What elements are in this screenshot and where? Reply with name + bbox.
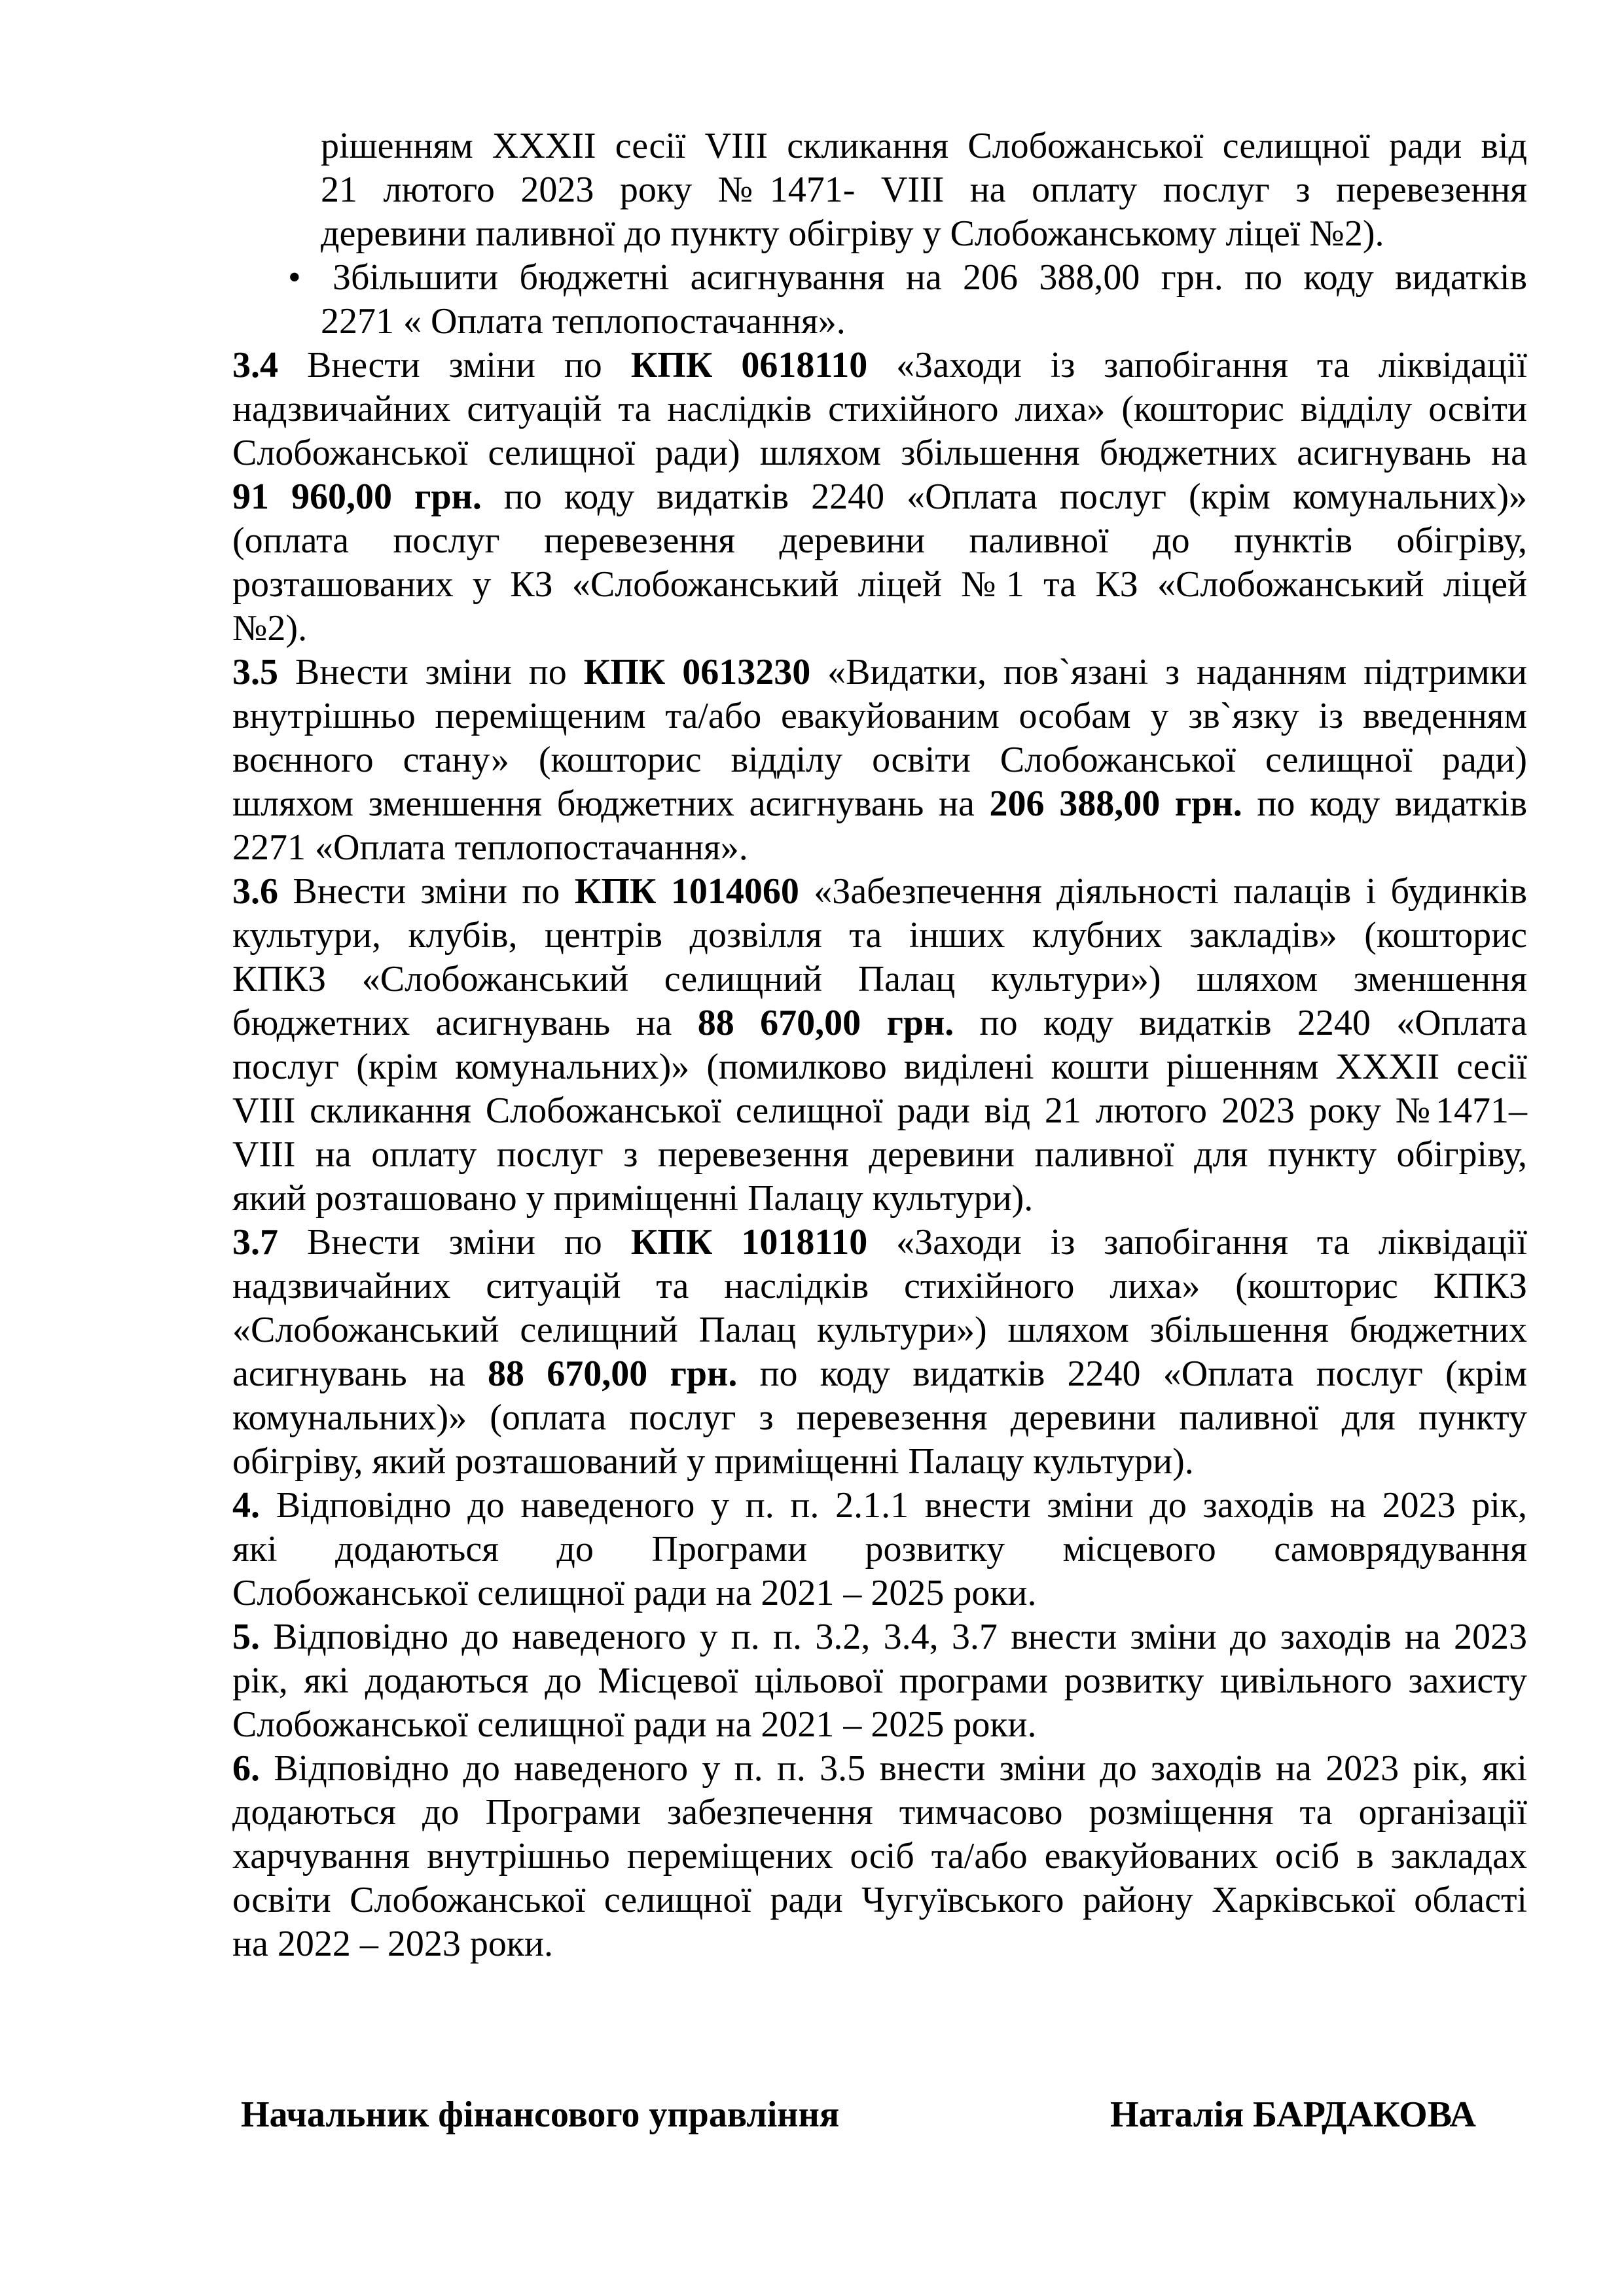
text-run: шляхом зменшення бюджетних асигнувань на <box>232 783 990 824</box>
text-line <box>232 870 1527 914</box>
text-line <box>232 782 1527 826</box>
text-line <box>232 1045 1527 1089</box>
paragraph-5 <box>232 1615 1527 1747</box>
text-line <box>232 1352 1527 1396</box>
text-run: який розташовано у приміщенні Палацу культури). <box>232 1178 1034 1219</box>
text-run: Внести зміни по <box>278 871 575 912</box>
bold-text-run: 6. <box>232 1748 260 1789</box>
text-line <box>232 1659 1527 1703</box>
text-line <box>232 212 1527 256</box>
text-run: рішенням XXXII сесії VIII скликання Слобожанської селищної ради від <box>321 126 1527 166</box>
text-run: внутрішньо переміщеним та/або евакуйованим особам у зв`язку із введенням <box>232 696 1527 736</box>
text-line <box>232 1177 1527 1221</box>
text-line <box>232 1528 1527 1571</box>
text-run: Відповідно до наведеного у п. п. 2.1.1 внести зміни до заходів на 2023 рік, <box>260 1485 1527 1526</box>
text-run: Внести зміни по <box>278 652 584 692</box>
text-line <box>232 1922 1527 1966</box>
bold-text-run: 3.6 <box>232 871 278 912</box>
text-run: Відповідно до наведеного у п. п. 3.5 внести зміни до заходів на 2023 рік, які <box>260 1748 1527 1789</box>
text-run: 2271 «Оплата теплопостачання». <box>232 827 748 868</box>
text-line <box>232 124 1527 168</box>
text-line <box>232 1791 1527 1835</box>
text-run: КПКЗ «Слобожанський селищний Палац культури») шляхом зменшення <box>232 959 1527 999</box>
text-line <box>232 1001 1527 1045</box>
paragraph-3-7 <box>232 1221 1527 1484</box>
paragraph-6 <box>232 1747 1527 1966</box>
text-run: деревини паливної до пункту обігріву у Слобожанському ліцеї №2). <box>321 213 1384 254</box>
text-line <box>232 1703 1527 1747</box>
text-run: «Заходи із запобігання та ліквідації <box>867 1222 1527 1263</box>
text-run: «Заходи із запобігання та ліквідації <box>867 345 1527 386</box>
text-run: бюджетних асигнувань на <box>232 1003 698 1043</box>
text-run: 2271 « Оплата теплопостачання». <box>321 301 846 342</box>
text-run: культури, клубів, центрів дозвілля та інших клубних закладів» (кошторис <box>232 915 1527 956</box>
text-run: рік, які додаються до Місцевої цільової програми розвитку цивільного захисту <box>232 1660 1527 1701</box>
text-run: VIII на оплату послуг з перевезення деревини паливної для пункту обігріву, <box>232 1134 1527 1175</box>
text-line <box>232 1440 1527 1484</box>
text-line <box>232 826 1527 870</box>
paragraph-3-4 <box>232 344 1527 651</box>
text-run: VIII скликання Слобожанської селищної ради від 21 лютого 2023 року №1471– <box>232 1090 1527 1131</box>
text-run: «Забезпечення діяльності палаців і будинків <box>799 871 1527 912</box>
text-line <box>232 519 1527 563</box>
text-line <box>232 1484 1527 1528</box>
bold-text-run: 88 670,00 грн. <box>488 1354 738 1394</box>
text-run: додаються до Програми забезпечення тимчасово розміщення та організації <box>232 1792 1527 1833</box>
text-run: Слобожанської селищної ради на 2021 – 2025 роки. <box>232 1573 1037 1613</box>
text-run: харчування внутрішньо переміщених осіб та/або евакуйованих осіб в закладах <box>232 1836 1527 1876</box>
text-line <box>232 475 1527 519</box>
bold-text-run: 3.5 <box>232 652 278 692</box>
text-run: асигнувань на <box>232 1354 488 1394</box>
text-line <box>232 1089 1527 1133</box>
bold-text-run: 91 960,00 грн. <box>232 476 482 517</box>
text-run: по коду видатків <box>1242 783 1528 824</box>
bold-text-run: 3.4 <box>232 345 278 386</box>
text-line <box>232 168 1527 212</box>
text-line <box>232 1615 1527 1659</box>
text-run: №2). <box>232 608 308 649</box>
bullet-icon: • <box>288 257 301 298</box>
text-run: Внести зміни по <box>278 345 631 386</box>
text-run: 21 лютого 2023 року №1471- VIII на оплату послуг з перевезення <box>321 170 1527 210</box>
text-run: «Слобожанський селищний Палац культури») шляхом збільшення бюджетних <box>232 1310 1527 1350</box>
bold-text-run: 5. <box>232 1617 260 1657</box>
text-line <box>232 563 1527 607</box>
bold-text-run: 88 670,00 грн. <box>697 1003 954 1043</box>
text-run: комунальних)» (оплата послуг з перевезення деревини паливної для пункту <box>232 1397 1527 1438</box>
text-line <box>232 431 1527 475</box>
text-run: обігріву, який розташований у приміщенні Палацу культури). <box>232 1441 1194 1482</box>
paragraph-3-5 <box>232 651 1527 870</box>
text-line <box>232 607 1527 651</box>
text-run: Внести зміни по <box>278 1222 631 1263</box>
bold-text-run: 4. <box>232 1485 260 1526</box>
text-run: на 2022 – 2023 роки. <box>232 1924 553 1964</box>
text-line <box>232 387 1527 431</box>
text-run: освіти Слобожанської селищної ради Чугуївського району Харківської області <box>232 1880 1527 1920</box>
text-line <box>232 1747 1527 1791</box>
text-line <box>232 914 1527 958</box>
text-line <box>232 1308 1527 1352</box>
text-run: Слобожанської селищної ради) шляхом збільшення бюджетних асигнувань на <box>232 433 1527 473</box>
text-run: послуг (крім комунальних)» (помилково виділені кошти рішенням XXXII сесії <box>232 1047 1527 1087</box>
text-line <box>232 1221 1527 1265</box>
text-run: Збільшити бюджетні асигнування на 206 388,00 грн. по коду видатків <box>333 257 1527 298</box>
text-run: які додаються до Програми розвитку місцевого самоврядування <box>232 1529 1527 1570</box>
bold-text-run: 3.7 <box>232 1222 278 1263</box>
text-line <box>232 300 1527 344</box>
text-line <box>232 1265 1527 1308</box>
bold-text-run: КПК 0618110 <box>630 345 868 386</box>
text-run: (оплата послуг перевезення деревини паливної до пунктів обігріву, <box>232 520 1527 561</box>
text-run: надзвичайних ситуацій та наслідків стихійного лиха» (кошторис КПКЗ <box>232 1266 1527 1306</box>
bold-text-run: КПК 1014060 <box>574 871 799 912</box>
text-line <box>232 1878 1527 1922</box>
bold-text-run: 206 388,00 грн. <box>989 783 1242 824</box>
text-line <box>232 651 1527 694</box>
paragraph-4 <box>232 1484 1527 1615</box>
paragraph-continuation <box>232 124 1527 256</box>
text-line <box>232 344 1527 387</box>
text-run: надзвичайних ситуацій та наслідків стихійного лиха» (кошторис відділу освіти <box>232 389 1527 429</box>
bold-text-run: КПК 0613230 <box>583 652 811 692</box>
text-run: воєнного стану» (кошторис відділу освіти Слобожанської селищної ради) <box>232 740 1527 780</box>
signature-row <box>232 2093 1527 2137</box>
text-line <box>232 1396 1527 1440</box>
paragraph-3-6 <box>232 870 1527 1221</box>
text-line <box>232 958 1527 1001</box>
text-run: «Видатки, пов`язані з наданням підтримки <box>810 652 1527 692</box>
text-run: по коду видатків 2240 «Оплата послуг (крім комунальних)» <box>481 476 1527 517</box>
text-line <box>232 1571 1527 1615</box>
text-run: розташованих у КЗ «Слобожанський ліцей №1 та КЗ «Слобожанський ліцей <box>232 564 1527 605</box>
bold-text-run: КПК 1018110 <box>630 1222 868 1263</box>
text-run: Відповідно до наведеного у п. п. 3.2, 3.4, 3.7 внести зміни до заходів на 2023 <box>260 1617 1527 1657</box>
text-run: по коду видатків 2240 «Оплата <box>954 1003 1528 1043</box>
signature-role: Начальник фінансового управління <box>241 2094 840 2135</box>
text-line <box>232 1133 1527 1177</box>
text-line <box>232 738 1527 782</box>
text-run: Слобожанської селищної ради на 2021 – 2025 роки. <box>232 1704 1037 1745</box>
signature-name: Наталія БАРДАКОВА <box>1110 2094 1476 2135</box>
document-body <box>232 124 1527 1966</box>
text-run: по коду видатків 2240 «Оплата послуг (крім <box>737 1354 1527 1394</box>
text-line <box>232 256 1527 300</box>
paragraph-bullet-item <box>232 256 1527 344</box>
text-line <box>232 1835 1527 1878</box>
text-line <box>232 694 1527 738</box>
